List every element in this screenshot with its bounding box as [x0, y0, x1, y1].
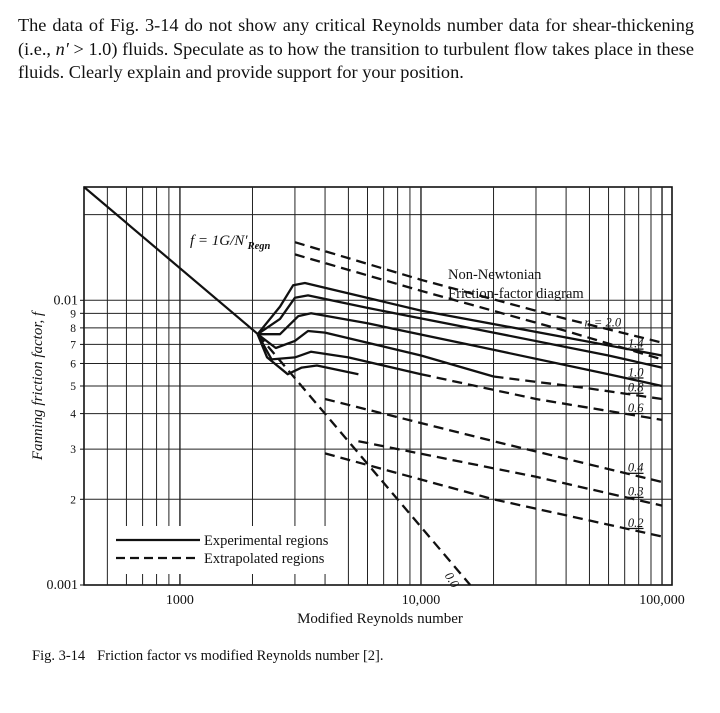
y-tick-label: 0.001 [46, 578, 78, 593]
x-tick-label: 10,000 [401, 593, 441, 608]
series-label-n-0-6: 0.6 [627, 400, 644, 415]
figure-number: Fig. 3-14 [32, 648, 86, 664]
laminar-equation: f = 1G/N′ [190, 233, 248, 249]
question-part-2: > 1.0) fluids. Speculate as to how the transition to turbulent flow takes place in these fluids. Clearly explain and provide support for your position. [18, 38, 695, 82]
chart-title-line-2: Friction-factor diagram [448, 286, 584, 302]
legend-dashed-label: Extrapolated regions [204, 551, 325, 567]
y-tick-label: 5 [70, 381, 76, 393]
series-label-n-1-0: 1.0 [627, 365, 644, 380]
legend [110, 526, 345, 574]
series-label-n-1-4: 1.4 [627, 336, 644, 351]
y-tick-label: 9 [70, 308, 76, 321]
y-axis-label: Fanning friction factor, f [30, 311, 46, 461]
series-label-n-0-2: 0.2 [627, 515, 644, 530]
y-tick-label: 8 [70, 322, 76, 335]
laminar-equation-label [190, 233, 270, 252]
x-tick-label: 100,000 [639, 593, 685, 608]
y-tick-label: 4 [70, 408, 76, 421]
series-line-n-0-3-extrapolated [358, 441, 662, 505]
chart-title-line-1: Non-Newtonian [448, 267, 542, 283]
figure-caption [32, 648, 384, 665]
x-axis-label: Modified Reynolds number [297, 611, 463, 627]
y-tick-label: 3 [70, 444, 76, 457]
series-line-n-0-4-experimental [258, 334, 359, 374]
y-tick-label: 2 [70, 494, 76, 507]
n-prime-symbol: n′ [55, 38, 69, 59]
series-line-n-0-8-experimental [258, 331, 494, 377]
series-label-n-0-3: 0.3 [627, 484, 644, 499]
y-tick-label: 6 [70, 358, 76, 371]
series-label-n-0-8: 0.8 [627, 380, 644, 395]
series-label-n-0-0: 0.0 [441, 569, 462, 591]
laminar-line [84, 187, 258, 334]
y-tick-label: 7 [70, 339, 76, 352]
x-tick-label: 1000 [165, 593, 194, 608]
legend-solid-label: Experimental regions [204, 533, 329, 549]
grid-lines [84, 187, 672, 585]
series-label-n-2-0: n = 2.0 [584, 315, 622, 330]
y-tick-label: 0.01 [53, 293, 78, 309]
series-line-n-0-6-extrapolated [421, 374, 662, 420]
series-label-n-0-4: 0.4 [627, 460, 644, 475]
laminar-equation-subscript: Regn [247, 241, 271, 252]
question-part-1: The data of Fig. 3-14 do not show any critical Reynolds number data for shear-thickening (i.e., [18, 15, 694, 59]
caption-text: Friction factor vs modified Reynolds number [2]. [97, 648, 384, 664]
